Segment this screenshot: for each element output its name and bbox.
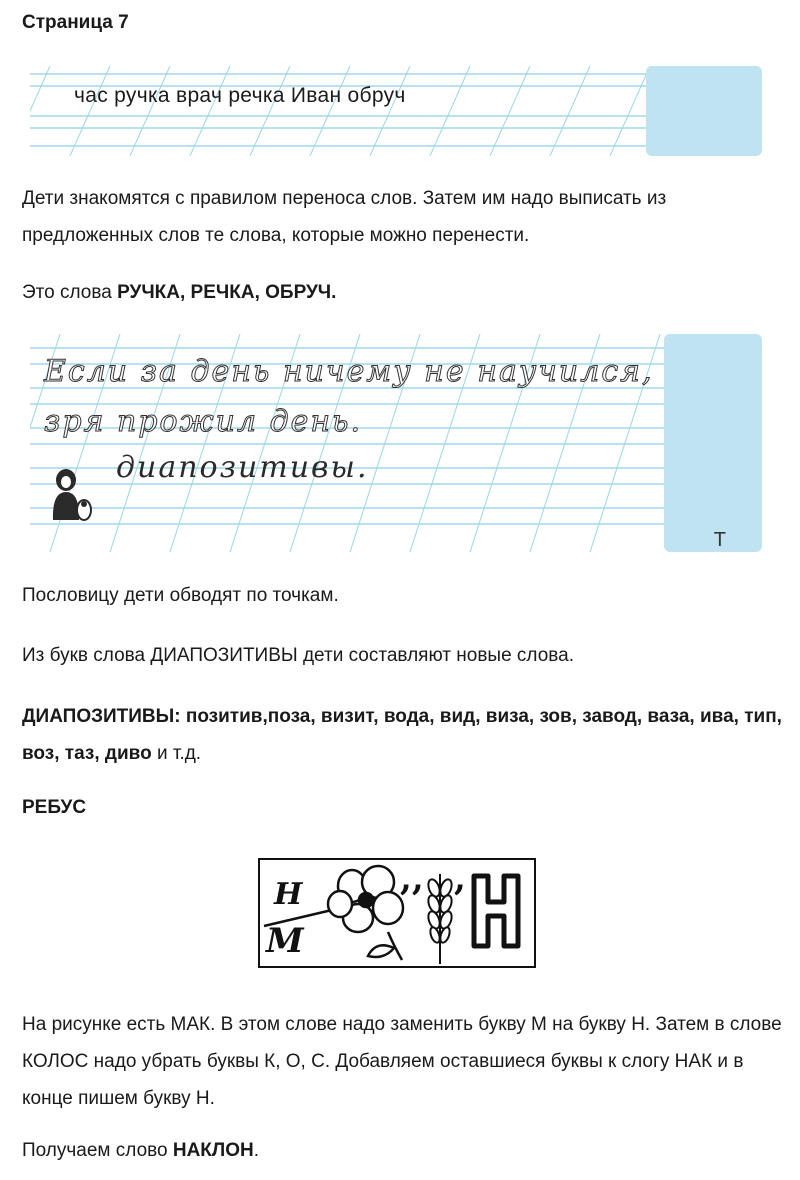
heading-rebus [22, 789, 782, 826]
paragraph-compose-words: Из букв слова ДИАПОЗИТИВЫ дети составляют новые слова. [22, 645, 575, 666]
paragraph-rebus-explanation: На рисунке есть МАК. В этом слове надо заменить букву М на букву Н. Затем в слове КОЛОС надо убрать буквы К, О, С. Добавляем оставшиеся буквы к слогу НАК и в конце пишем букву Н. [22, 1014, 782, 1109]
paragraph-hyphenation-rule: Дети знакомятся с правилом переноса слов. Затем им надо выписать из предложенных слов те слова, которые можно перенести. [22, 188, 667, 246]
paragraph-word-list [22, 698, 782, 772]
rebus-heading-text: РЕБУС [22, 797, 87, 818]
rebus-commas-left: ,, [400, 860, 424, 899]
rebus-image [258, 858, 536, 968]
paragraph-answer-words [22, 274, 782, 311]
result-prefix: Получаем слово [22, 1140, 173, 1161]
blue-margin-tab [664, 334, 762, 552]
copybook-panel-proverb [30, 334, 762, 552]
matryoshka-icon [48, 462, 98, 522]
result-word: НАКЛОН [172, 1140, 254, 1161]
paragraph-trace-proverb: Пословицу дети обводят по точкам. [22, 585, 339, 606]
answer-prefix: Это слова [22, 282, 118, 303]
exercise-words: час ручка врач речка Иван обруч [74, 84, 406, 107]
corner-mark: Т [713, 529, 726, 551]
word-list: ДИАПОЗИТИВЫ: позитив,поза, визит, вода, вид, виза, зов, завод, ваза, ива, тип, воз, таз, диво [22, 706, 782, 764]
proverb-line-1: Если за день ничему не научился, [44, 354, 654, 389]
page-title: Страница 7 [22, 12, 129, 33]
word-list-suffix: и т.д. [151, 743, 202, 764]
rebus-big-letter-icon [474, 876, 518, 946]
rebus-letter-bottom: М [266, 921, 304, 961]
rebus-letter-top: Н [274, 877, 303, 912]
proverb-line-2: зря прожил день. [44, 404, 363, 439]
blue-margin-tab [646, 66, 762, 156]
result-suffix: . [253, 1140, 260, 1161]
paragraph-result [22, 1132, 782, 1169]
copybook-panel-words [30, 66, 762, 156]
word-diapozitivy: диапозитивы. [116, 450, 369, 485]
poppy-flower-icon [328, 866, 403, 960]
wheat-spike-icon [426, 874, 454, 964]
rebus-comma-right: , [454, 860, 466, 899]
answer-words: РУЧКА, РЕЧКА, ОБРУЧ. [117, 282, 337, 303]
